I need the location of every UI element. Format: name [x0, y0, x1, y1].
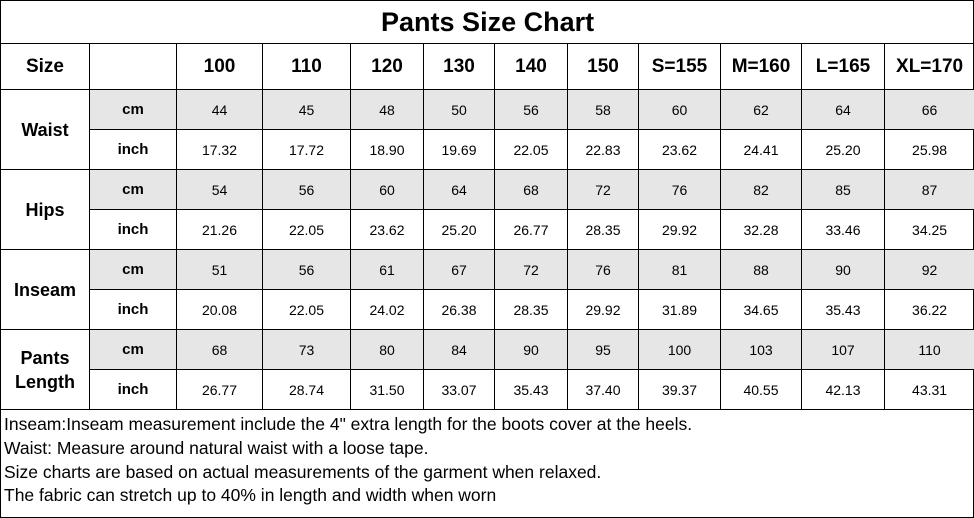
value-cell: 62	[721, 90, 802, 130]
measurement-label: Pants Length	[1, 330, 90, 410]
value-cell: 22.83	[568, 130, 639, 170]
size-header-cell: 120	[351, 44, 424, 90]
value-cell: 76	[639, 170, 721, 210]
value-cell: 72	[495, 250, 568, 290]
unit-label: cm	[90, 90, 177, 130]
size-header-cell: 140	[495, 44, 568, 90]
size-header-cell: 150	[568, 44, 639, 90]
value-cell: 50	[424, 90, 495, 130]
value-cell: 88	[721, 250, 802, 290]
value-cell: 17.32	[177, 130, 263, 170]
value-cell: 32.28	[721, 210, 802, 250]
value-cell: 92	[885, 250, 974, 290]
value-cell: 39.37	[639, 370, 721, 410]
value-cell: 68	[495, 170, 568, 210]
value-cell: 31.50	[351, 370, 424, 410]
value-cell: 82	[721, 170, 802, 210]
table-row	[1, 370, 974, 410]
value-cell: 42.13	[802, 370, 885, 410]
measurement-label: Waist	[1, 90, 90, 170]
value-cell: 87	[885, 170, 974, 210]
size-header: Size	[1, 44, 90, 90]
value-cell: 68	[177, 330, 263, 370]
value-cell: 100	[639, 330, 721, 370]
value-cell: 60	[351, 170, 424, 210]
unit-label: inch	[90, 370, 177, 410]
value-cell: 22.05	[495, 130, 568, 170]
value-cell: 23.62	[639, 130, 721, 170]
unit-label: inch	[90, 210, 177, 250]
table-row	[1, 290, 974, 330]
value-cell: 43.31	[885, 370, 974, 410]
value-cell: 73	[263, 330, 351, 370]
value-cell: 45	[263, 90, 351, 130]
size-header-cell: M=160	[721, 44, 802, 90]
value-cell: 28.35	[568, 210, 639, 250]
value-cell: 26.77	[495, 210, 568, 250]
value-cell: 58	[568, 90, 639, 130]
size-header-cell: 100	[177, 44, 263, 90]
value-cell: 25.20	[802, 130, 885, 170]
value-cell: 34.65	[721, 290, 802, 330]
size-header-cell: 130	[424, 44, 495, 90]
table-row	[1, 250, 974, 290]
value-cell: 37.40	[568, 370, 639, 410]
unit-label: cm	[90, 170, 177, 210]
value-cell: 25.20	[424, 210, 495, 250]
value-cell: 35.43	[802, 290, 885, 330]
value-cell: 18.90	[351, 130, 424, 170]
measurement-label: Hips	[1, 170, 90, 250]
value-cell: 33.07	[424, 370, 495, 410]
value-cell: 64	[424, 170, 495, 210]
table-row	[1, 90, 974, 130]
value-cell: 60	[639, 90, 721, 130]
value-cell: 44	[177, 90, 263, 130]
measurement-rows	[1, 90, 974, 410]
value-cell: 24.41	[721, 130, 802, 170]
value-cell: 90	[495, 330, 568, 370]
value-cell: 90	[802, 250, 885, 290]
value-cell: 40.55	[721, 370, 802, 410]
value-cell: 54	[177, 170, 263, 210]
value-cell: 31.89	[639, 290, 721, 330]
value-cell: 51	[177, 250, 263, 290]
note-waist: Waist: Measure around natural waist with a loose tape.	[4, 437, 429, 458]
note-inseam: Inseam:Inseam measurement include the 4" extra length for the boots cover at the heels.	[4, 414, 693, 434]
value-cell: 26.77	[177, 370, 263, 410]
value-cell: 81	[639, 250, 721, 290]
value-cell: 76	[568, 250, 639, 290]
value-cell: 22.05	[263, 290, 351, 330]
value-cell: 19.69	[424, 130, 495, 170]
value-cell: 56	[263, 250, 351, 290]
size-header-cell: 110	[263, 44, 351, 90]
size-header-cell: S=155	[639, 44, 721, 90]
size-header-cell: XL=170	[885, 44, 974, 90]
value-cell: 33.46	[802, 210, 885, 250]
chart-title: Pants Size Chart	[1, 1, 974, 44]
value-cell: 85	[802, 170, 885, 210]
value-cell: 103	[721, 330, 802, 370]
value-cell: 80	[351, 330, 424, 370]
value-cell: 29.92	[568, 290, 639, 330]
value-cell: 84	[424, 330, 495, 370]
value-cell: 110	[885, 330, 974, 370]
unit-label: inch	[90, 290, 177, 330]
table-row	[1, 330, 974, 370]
value-cell: 56	[495, 90, 568, 130]
unit-label: inch	[90, 130, 177, 170]
value-cell: 72	[568, 170, 639, 210]
value-cell: 61	[351, 250, 424, 290]
size-header-cell: L=165	[802, 44, 885, 90]
table-row	[1, 210, 974, 250]
unit-label: cm	[90, 250, 177, 290]
value-cell: 36.22	[885, 290, 974, 330]
value-cell: 25.98	[885, 130, 974, 170]
value-cell: 26.38	[424, 290, 495, 330]
value-cell: 20.08	[177, 290, 263, 330]
table-row	[1, 130, 974, 170]
value-cell: 64	[802, 90, 885, 130]
value-cell: 67	[424, 250, 495, 290]
value-cell: 23.62	[351, 210, 424, 250]
unit-header	[90, 44, 177, 90]
table-row	[1, 170, 974, 210]
value-cell: 28.35	[495, 290, 568, 330]
value-cell: 29.92	[639, 210, 721, 250]
value-cell: 56	[263, 170, 351, 210]
value-cell: 107	[802, 330, 885, 370]
value-cell: 35.43	[495, 370, 568, 410]
value-cell: 48	[351, 90, 424, 130]
notes-section	[4, 413, 969, 508]
value-cell: 24.02	[351, 290, 424, 330]
note-stretch: The fabric can stretch up to 40% in length and width when worn	[4, 485, 497, 506]
note-relaxed: Size charts are based on actual measurements of the garment when relaxed.	[4, 461, 602, 482]
value-cell: 21.26	[177, 210, 263, 250]
value-cell: 28.74	[263, 370, 351, 410]
value-cell: 66	[885, 90, 974, 130]
value-cell: 34.25	[885, 210, 974, 250]
measurement-label: Inseam	[1, 250, 90, 330]
value-cell: 17.72	[263, 130, 351, 170]
value-cell: 95	[568, 330, 639, 370]
value-cell: 22.05	[263, 210, 351, 250]
unit-label: cm	[90, 330, 177, 370]
